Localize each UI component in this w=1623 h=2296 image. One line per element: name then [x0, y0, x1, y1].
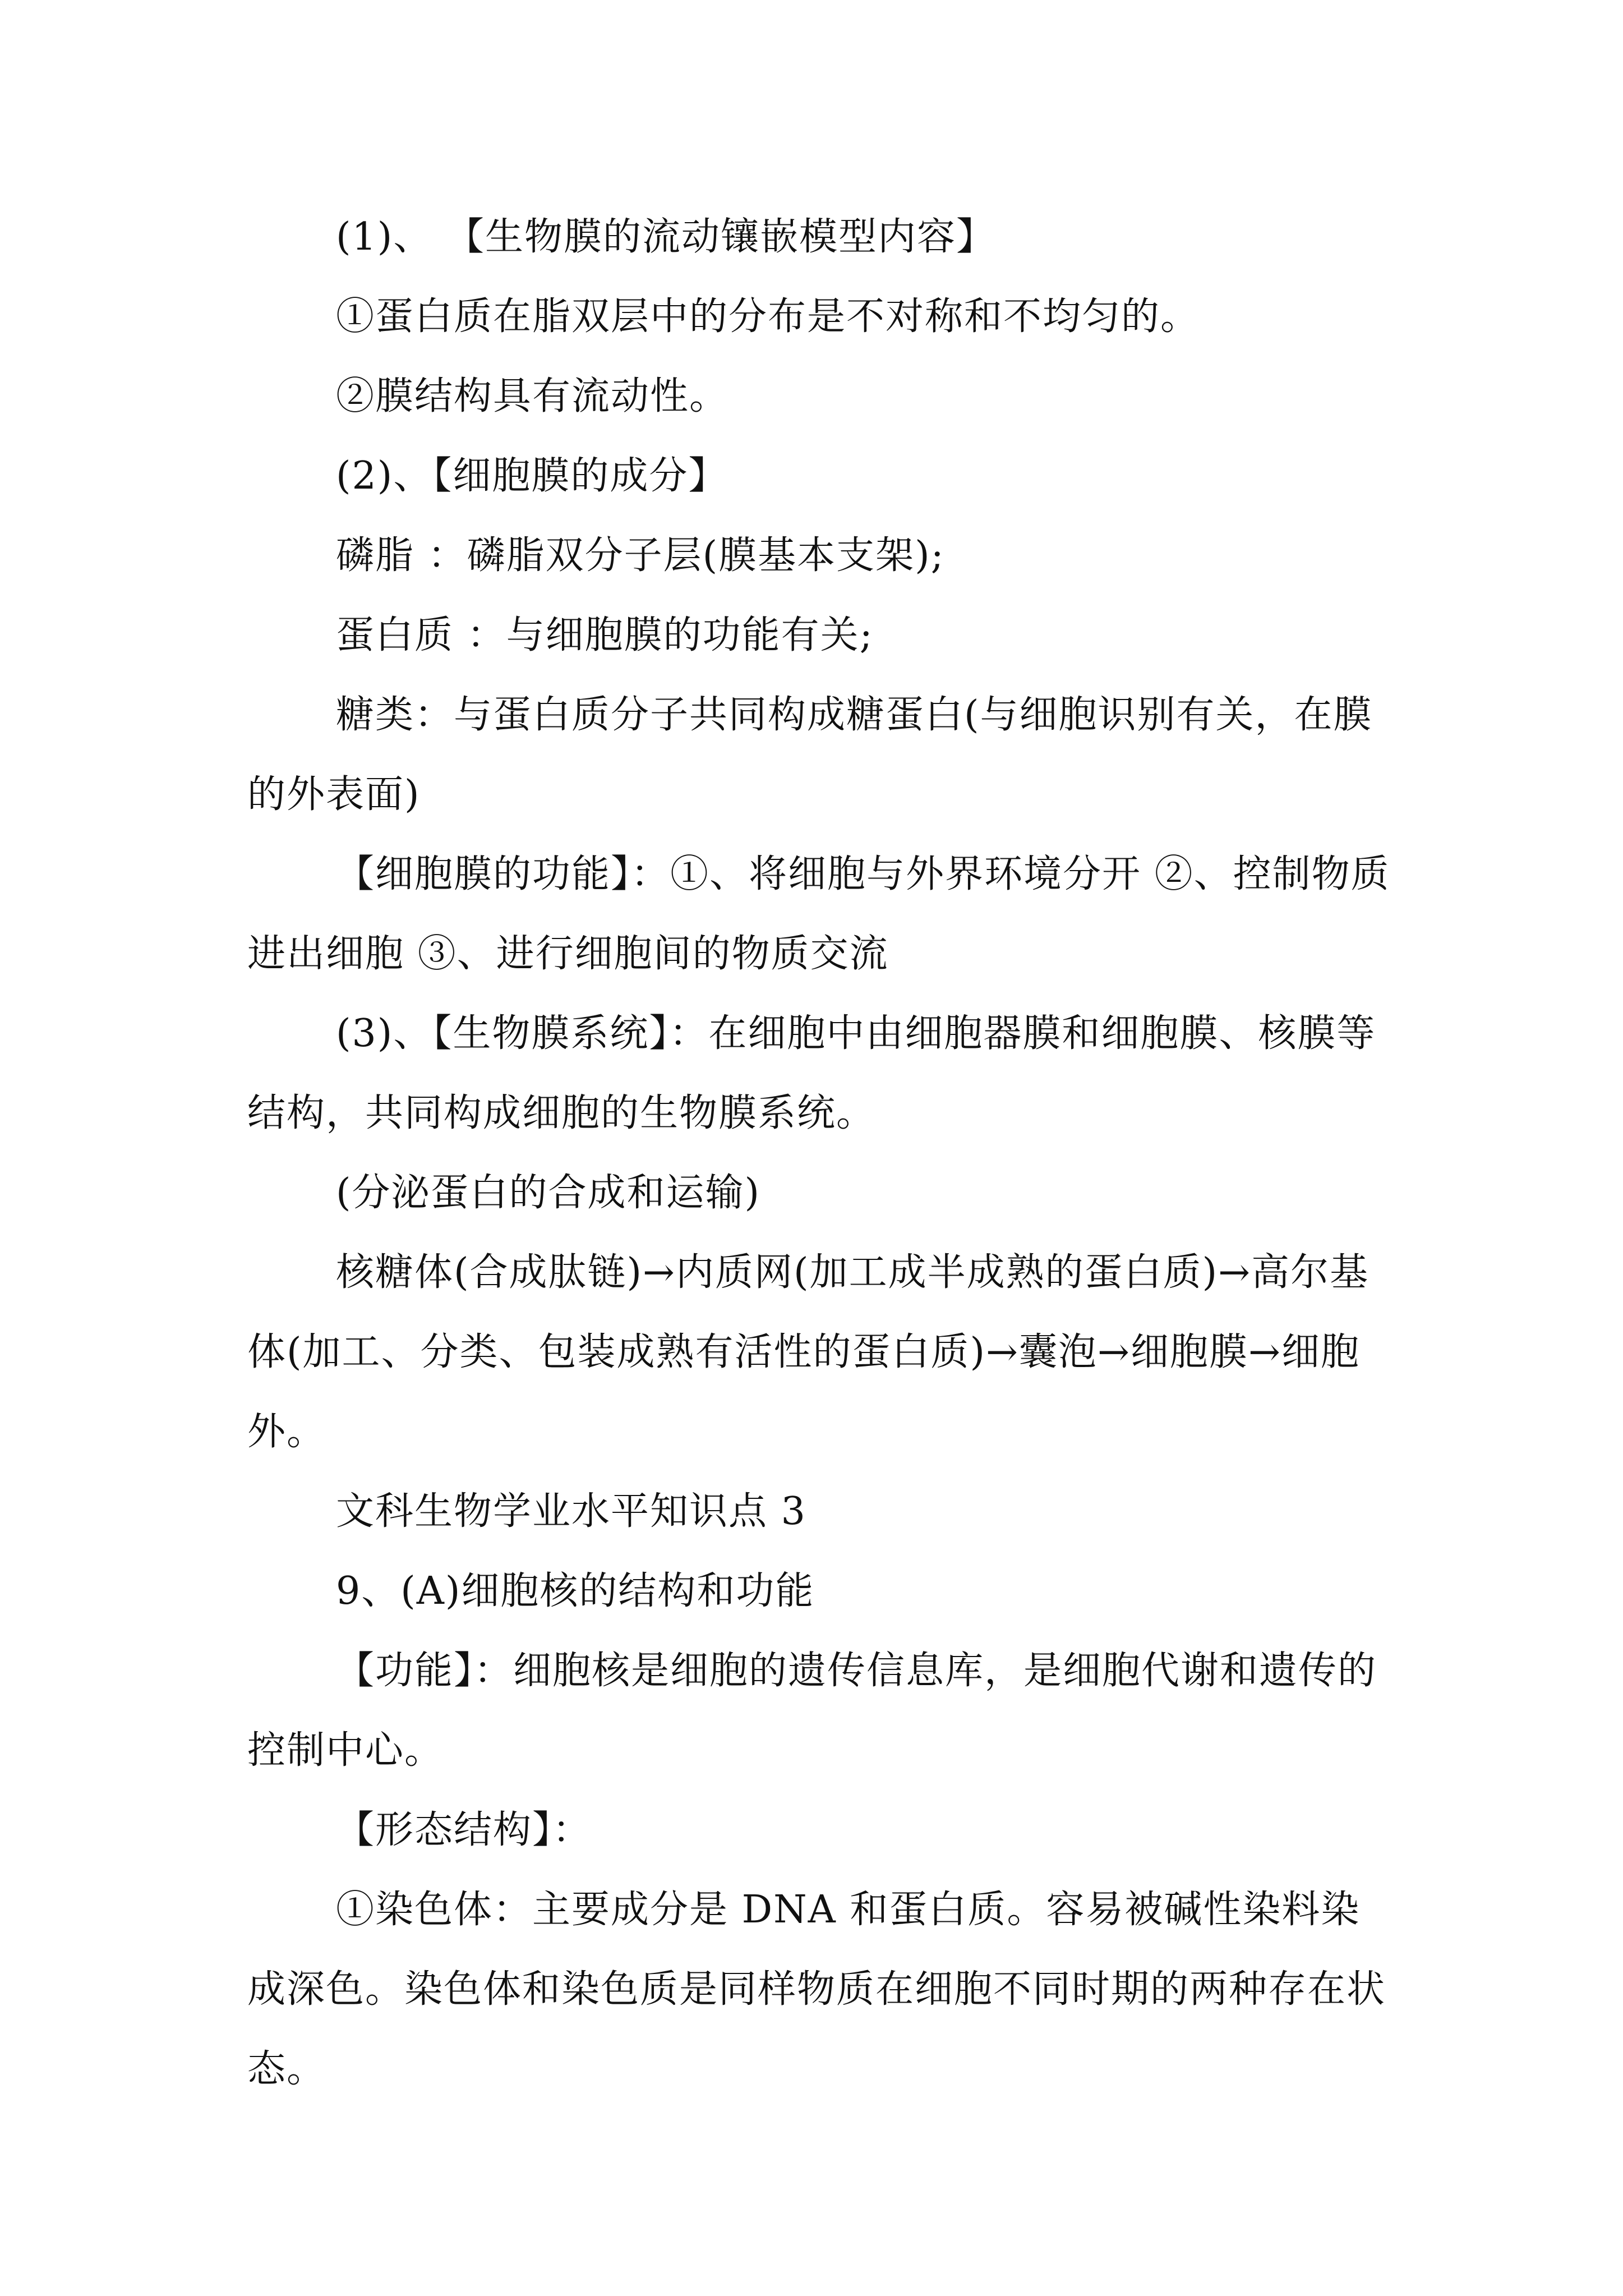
paragraph-13: 9、(A)细胞核的结构和功能 [336, 1569, 815, 1613]
paragraph-14: 【功能】：细胞核是细胞的遗传信息库，是细胞代谢和遗传的控制中心。 [247, 1649, 1377, 1773]
paragraph-16: ①染色体：主要成分是 DNA 和蛋白质。容易被碱性染料染成深色。染色体和染色质是同样物质在细胞不同时期的两种存在状态。 [247, 1888, 1386, 2091]
paragraph-11: 核糖体(合成肽链)→内质网(加工成半成熟的蛋白质)→高尔基体(加工、分类、包装成熟有活性的蛋白质)→囊泡→细胞膜→细胞外。 [247, 1250, 1370, 1454]
paragraph-15: 【形态结构】： [336, 1808, 592, 1852]
paragraph-12: 文科生物学业水平知识点 3 [336, 1489, 806, 1534]
paragraph-4: (2)、【细胞膜的成分】 [336, 454, 728, 498]
paragraph-3: ②膜结构具有流动性。 [336, 374, 729, 418]
document-body [247, 197, 1391, 2109]
paragraph-9: (3)、【生物膜系统】：在细胞中由细胞器膜和细胞膜、核膜等结构，共同构成细胞的生物膜系统。 [247, 1011, 1376, 1135]
paragraph-7: 糖类：与蛋白质分子共同构成糖蛋白(与细胞识别有关，在膜的外表面) [247, 693, 1373, 817]
paragraph-5: 磷脂 ：磷脂双分子层(膜基本支架); [336, 533, 945, 578]
paragraph-10: (分泌蛋白的合成和运输) [336, 1171, 761, 1215]
paragraph-6: 蛋白质 ：与细胞膜的功能有关; [336, 613, 874, 657]
paragraph-1: (1)、 【生物膜的流动镶嵌模型内容】 [336, 215, 995, 259]
paragraph-8: 【细胞膜的功能】：①、将细胞与外界环境分开 ②、控制物质进出细胞 ③、进行细胞间的物质交流 [247, 852, 1390, 976]
paragraph-2: ①蛋白质在脂双层中的分布是不对称和不均匀的。 [336, 295, 1200, 339]
